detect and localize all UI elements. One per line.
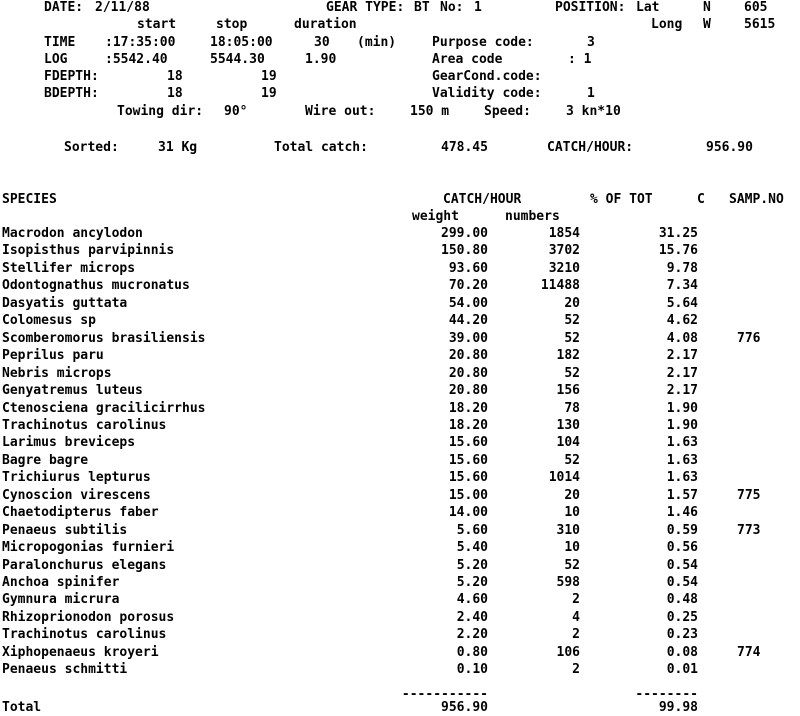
pct-of-total: 4.62	[666, 313, 698, 328]
pct-of-total: 15.76	[658, 243, 698, 258]
catch-weight: 0.80	[456, 645, 488, 660]
purpose-code-value: 3	[587, 35, 595, 50]
catch-numbers: 598	[556, 575, 580, 590]
catch-numbers: 10	[564, 540, 580, 555]
total-catch-label: Total catch:	[274, 140, 368, 155]
purpose-code-label: Purpose code:	[432, 35, 534, 50]
catch-numbers: 52	[564, 366, 580, 381]
time-label: TIME	[44, 35, 76, 50]
validity-code-value: 1	[587, 86, 595, 101]
area-code-value: : 1	[568, 52, 592, 67]
catch-weight: 299.00	[441, 226, 488, 241]
lat-value: 605	[744, 0, 768, 15]
catch-numbers: 106	[556, 645, 580, 660]
gear-type-label: GEAR TYPE:	[326, 0, 405, 15]
catch-numbers: 1854	[548, 226, 580, 241]
species-name: Dasyatis guttata	[2, 296, 128, 311]
catch-weight: 93.60	[448, 261, 488, 276]
species-name: Xiphopenaeus kroyeri	[2, 645, 159, 660]
sample-number: 774	[737, 645, 761, 660]
catch-weight: 4.60	[456, 592, 488, 607]
c-column-header: C	[697, 192, 705, 207]
catch-numbers: 4	[572, 610, 580, 625]
catch-weight: 2.40	[456, 610, 488, 625]
species-name: Larimus breviceps	[2, 435, 136, 450]
catch-numbers: 2	[572, 662, 580, 677]
catch-weight: 5.60	[456, 523, 488, 538]
catch-weight: 5.40	[456, 540, 488, 555]
catch-weight: 54.00	[448, 296, 488, 311]
species-name: Isopisthus parvipinnis	[2, 243, 175, 258]
pct-of-total: 0.25	[666, 610, 698, 625]
catch-numbers: 1014	[548, 470, 580, 485]
catch-numbers: 130	[556, 418, 580, 433]
samp-no-column-header: SAMP.NO	[729, 192, 784, 207]
catch-numbers: 78	[564, 401, 580, 416]
wire-out-value: 150 m	[410, 104, 450, 119]
pct-of-total: 2.17	[666, 383, 698, 398]
catch-weight: 20.80	[448, 383, 488, 398]
catch-weight: 15.60	[448, 435, 488, 450]
fdepth-stop: 19	[261, 69, 277, 84]
pct-of-total: 0.56	[666, 540, 698, 555]
log-duration: 1.90	[305, 52, 337, 67]
sorted-label: Sorted:	[64, 140, 119, 155]
validity-code-label: Validity code:	[432, 86, 542, 101]
catch-weight: 14.00	[448, 505, 488, 520]
pct-of-total: 9.78	[666, 261, 698, 276]
pct-of-total: 0.54	[666, 558, 698, 573]
catch-numbers: 11488	[540, 278, 580, 293]
sample-number: 776	[737, 331, 761, 346]
catch-weight: 15.60	[448, 453, 488, 468]
no-label: No:	[440, 0, 464, 15]
pct-of-total: 1.63	[666, 453, 698, 468]
time-stop: 18:05:00	[210, 35, 273, 50]
pct-of-total: 5.64	[666, 296, 698, 311]
catch-hour-label: CATCH/HOUR:	[547, 140, 634, 155]
no-value: 1	[474, 0, 482, 15]
fdepth-start: 18	[167, 69, 183, 84]
catch-numbers: 52	[564, 453, 580, 468]
species-name: Micropogonias furnieri	[2, 540, 175, 555]
catch-weight: 15.60	[448, 470, 488, 485]
species-name: Anchoa spinifer	[2, 575, 120, 590]
catch-weight: 18.20	[448, 418, 488, 433]
catch-numbers: 52	[564, 331, 580, 346]
species-name: Colomesus sp	[2, 313, 96, 328]
species-name: Cynoscion virescens	[2, 488, 151, 503]
towing-dir-label: Towing dir:	[117, 104, 204, 119]
catch-numbers: 182	[556, 348, 580, 363]
time-duration: 30	[314, 35, 330, 50]
catch-weight: 5.20	[456, 575, 488, 590]
catch-numbers: 104	[556, 435, 580, 450]
fdepth-label: FDEPTH:	[44, 69, 99, 84]
speed-value: 3 kn*10	[566, 104, 621, 119]
weight-column-header: weight	[412, 209, 459, 224]
catch-numbers: 156	[556, 383, 580, 398]
total-weight: 956.90	[441, 700, 488, 715]
species-name: Trichiurus lepturus	[2, 470, 151, 485]
species-name: Trachinotus carolinus	[2, 418, 167, 433]
species-name: Macrodon ancylodon	[2, 226, 143, 241]
towing-dir-value: 90°	[224, 104, 248, 119]
sample-number: 773	[737, 523, 761, 538]
catch-weight: 15.00	[448, 488, 488, 503]
catch-weight: 2.20	[456, 627, 488, 642]
pct-of-total: 1.63	[666, 470, 698, 485]
species-name: Nebris microps	[2, 366, 112, 381]
catch-weight: 0.10	[456, 662, 488, 677]
pct-of-total: 1.63	[666, 435, 698, 450]
wire-out-label: Wire out:	[305, 104, 376, 119]
species-name: Paralonchurus elegans	[2, 558, 167, 573]
pct-of-total: 2.17	[666, 366, 698, 381]
lat-hemisphere: N	[703, 0, 711, 15]
catch-weight: 150.80	[441, 243, 488, 258]
catch-weight: 20.80	[448, 366, 488, 381]
pct-of-total: 0.54	[666, 575, 698, 590]
date-label: DATE:	[44, 0, 84, 15]
date-value: 2/11/88	[95, 0, 150, 15]
long-label: Long	[651, 17, 683, 32]
bdepth-stop: 19	[261, 86, 277, 101]
species-name: Peprilus paru	[2, 348, 104, 363]
total-label: Total	[2, 700, 42, 715]
total-catch-value: 478.45	[441, 140, 488, 155]
long-hemisphere: W	[703, 17, 711, 32]
position-label: POSITION:	[555, 0, 626, 15]
catch-weight: 70.20	[448, 278, 488, 293]
numbers-column-header: numbers	[505, 209, 560, 224]
sample-number: 775	[737, 488, 761, 503]
time-start: :17:35:00	[105, 35, 176, 50]
long-value: 5615	[744, 17, 776, 32]
catch-numbers: 2	[572, 627, 580, 642]
total-weight-rule: -----------	[401, 687, 488, 702]
species-name: Genyatremus luteus	[2, 383, 143, 398]
col-stop-header: stop	[216, 17, 248, 32]
catch-weight: 5.20	[456, 558, 488, 573]
catch-numbers: 310	[556, 523, 580, 538]
total-pct-rule: --------	[635, 687, 698, 702]
species-name: Scomberomorus brasiliensis	[2, 331, 206, 346]
pct-of-total: 0.23	[666, 627, 698, 642]
sorted-value: 31 Kg	[158, 140, 198, 155]
pct-of-total: 0.08	[666, 645, 698, 660]
catch-numbers: 3702	[548, 243, 580, 258]
pct-of-total: 1.57	[666, 488, 698, 503]
species-name: Penaeus schmitti	[2, 662, 128, 677]
speed-label: Speed:	[484, 104, 531, 119]
bdepth-label: BDEPTH:	[44, 86, 99, 101]
catch-numbers: 2	[572, 592, 580, 607]
catch-hour-value: 956.90	[706, 140, 753, 155]
catch-numbers: 10	[564, 505, 580, 520]
pct-of-total-column-header: % OF TOT	[590, 192, 653, 207]
species-name: Stellifer microps	[2, 261, 136, 276]
catch-numbers: 20	[564, 296, 580, 311]
col-duration-header: duration	[294, 17, 357, 32]
area-code-label: Area code	[432, 52, 503, 67]
total-pct: 99.98	[658, 700, 698, 715]
log-stop: 5544.30	[210, 52, 265, 67]
log-start: :5542.40	[105, 52, 168, 67]
catch-numbers: 52	[564, 558, 580, 573]
col-start-header: start	[137, 17, 177, 32]
species-name: Gymnura micrura	[2, 592, 120, 607]
species-name: Bagre bagre	[2, 453, 89, 468]
pct-of-total: 0.59	[666, 523, 698, 538]
gear-type-value: BT	[414, 0, 430, 15]
catch-numbers: 3210	[548, 261, 580, 276]
bdepth-start: 18	[167, 86, 183, 101]
species-name: Penaeus subtilis	[2, 523, 128, 538]
catch-weight: 39.00	[448, 331, 488, 346]
species-name: Trachinotus carolinus	[2, 627, 167, 642]
catch-numbers: 20	[564, 488, 580, 503]
catch-hour-column-header: CATCH/HOUR	[443, 192, 522, 207]
pct-of-total: 0.48	[666, 592, 698, 607]
species-name: Chaetodipterus faber	[2, 505, 159, 520]
catch-weight: 20.80	[448, 348, 488, 363]
species-name: Rhizoprionodon porosus	[2, 610, 175, 625]
pct-of-total: 1.90	[666, 401, 698, 416]
pct-of-total: 1.90	[666, 418, 698, 433]
time-unit: (min)	[357, 35, 397, 50]
pct-of-total: 31.25	[658, 226, 698, 241]
pct-of-total: 0.01	[666, 662, 698, 677]
pct-of-total: 7.34	[666, 278, 698, 293]
species-column-header: SPECIES	[2, 192, 57, 207]
catch-numbers: 52	[564, 313, 580, 328]
species-name: Odontognathus mucronatus	[2, 278, 190, 293]
log-label: LOG	[44, 52, 68, 67]
catch-weight: 18.20	[448, 401, 488, 416]
catch-weight: 44.20	[448, 313, 488, 328]
pct-of-total: 2.17	[666, 348, 698, 363]
lat-label: Lat	[636, 0, 660, 15]
pct-of-total: 1.46	[666, 505, 698, 520]
gearcond-code-label: GearCond.code:	[432, 69, 542, 84]
species-name: Ctenosciena gracilicirrhus	[2, 401, 206, 416]
pct-of-total: 4.08	[666, 331, 698, 346]
